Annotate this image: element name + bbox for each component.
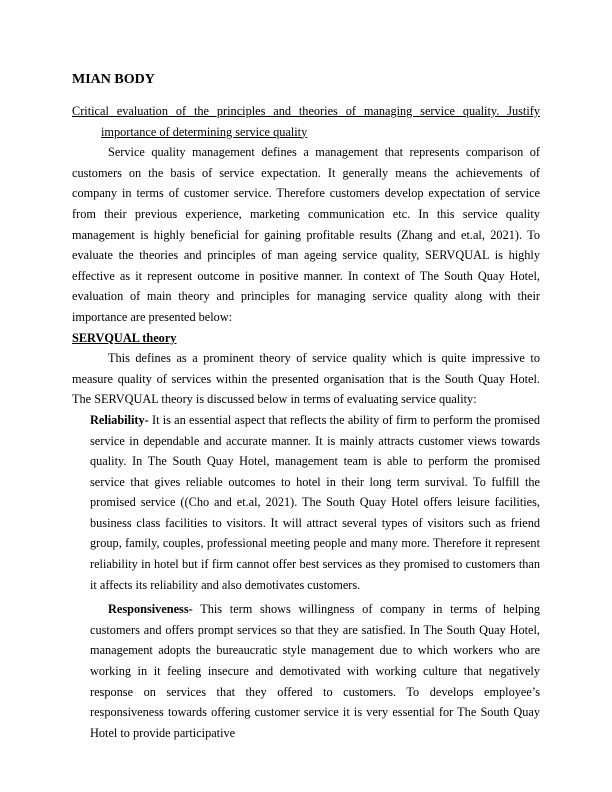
reliability-label: Reliability- <box>90 412 149 427</box>
main-title: MIAN BODY <box>72 72 155 87</box>
reliability-paragraph <box>72 410 540 595</box>
intro-paragraph: Service quality management defines a management that represents comparison of customers on the basis of service expectation. It generally means the achievements of company in terms of customer service. Therefore customers develop expectation of service from their previous experience, marketing communication etc. In this service quality management is highly beneficial for gaining profitable results (Zhang and et.al, 2021). To evaluate the theories and principles of man ageing service quality, SERVQUAL is highly effective as it represent outcome in positive manner. In context of The South Quay Hotel, evaluation of main theory and principles for managing service quality along with their importance are presented below: <box>72 145 540 324</box>
servqual-paragraph: This defines as a prominent theory of service quality which is quite impressive to measure quality of services within the presented organisation that is the South Quay Hotel. The SERVQUAL theory is discussed below in terms of evaluating service quality: <box>72 351 540 407</box>
servqual-heading: SERVQUAL theory <box>72 330 177 345</box>
reliability-text: It is an essential aspect that reflects the ability of firm to perform the promised service in dependable and accurate manner. It is mainly attracts customer views towards quality. In The South Quay Hotel, management team is able to perform the promised service that gives reliable outcomes to hotel in their long term survival. To fulfill the promised service ((Cho and et.al, 2021). The South Quay Hotel offers leisure facilities, business class facilities to visitors. It will attract several types of visitors such as friend group, family, couples, professional meeting people and many more. Therefore it represent reliability in hotel but if firm cannot offer best services as they promised to customers than it affects its reliability and also demotivates customers. <box>90 412 540 592</box>
section-heading: Critical evaluation of the principles and theories of managing service quality. Justify importance of determining service quality <box>72 104 540 139</box>
responsiveness-text: This term shows willingness of company in terms of helping customers and offers prompt services so that they are satisfied. In The South Quay Hotel, management adopts the bureaucratic style management due to which workers who are working in it feeling insecure and demotivated with working culture that negatively response on services that they offered to customers. To develops employee’s responsiveness towards offering customer service it is very essential for The South Quay Hotel to provide participative <box>90 602 540 740</box>
document-body <box>72 71 540 743</box>
responsiveness-label: Responsiveness- <box>108 602 193 617</box>
responsiveness-paragraph <box>72 599 540 743</box>
